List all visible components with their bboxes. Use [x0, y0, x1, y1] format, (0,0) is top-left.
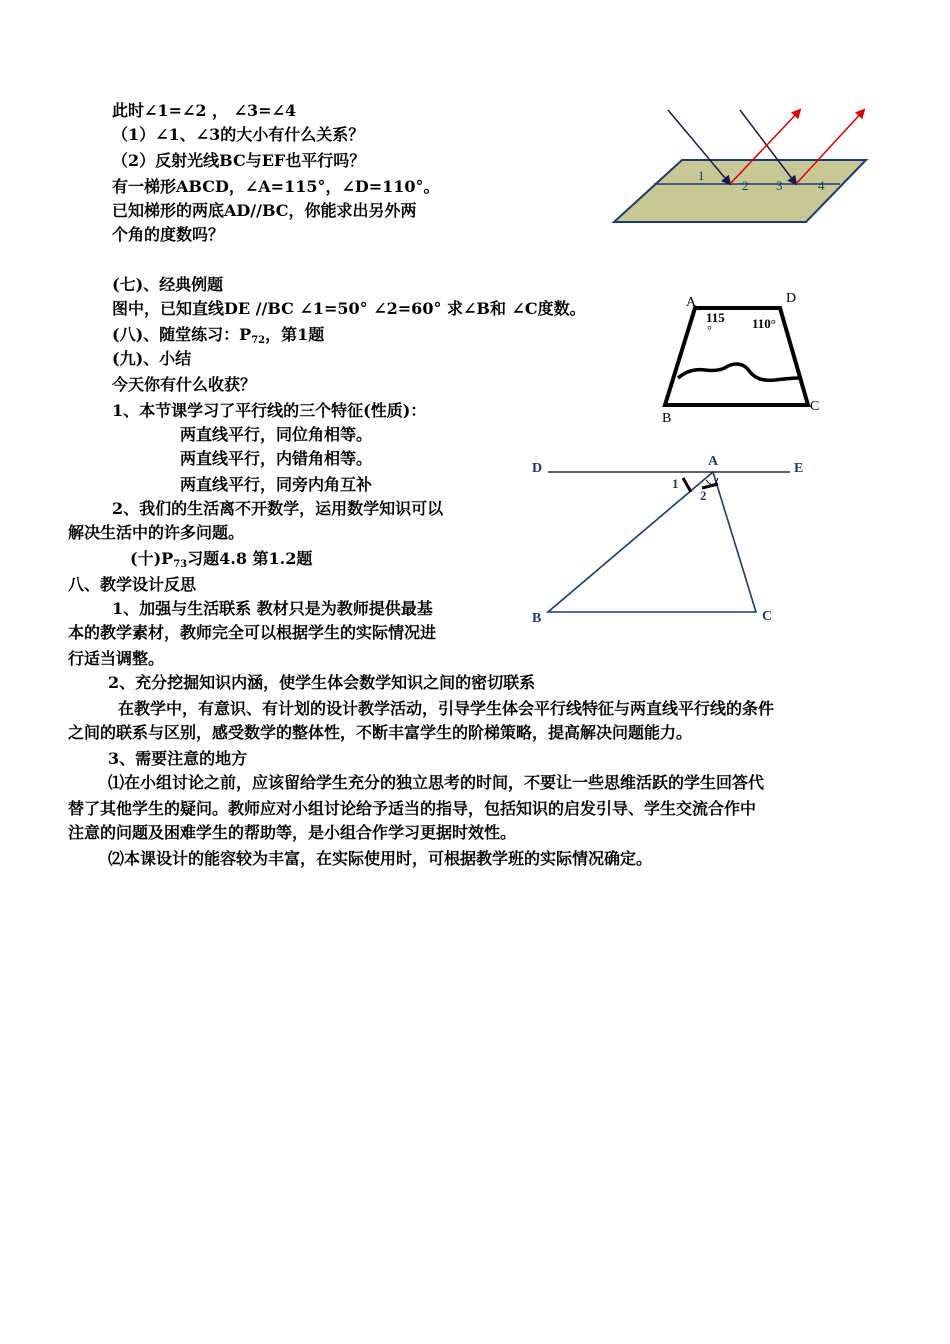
text-fragment: 习题4.8 第1.2题 [187, 549, 313, 568]
section-heading: 八、教学设计反思 [68, 575, 197, 594]
text-fragment: (八)、随堂练习：P [112, 325, 252, 344]
text-line: 注意的问题及困难学生的帮助等，是小组合作学习更据时效性。 [68, 823, 517, 842]
angle-d-value: 110° [752, 316, 776, 331]
vertex-label-d: D [786, 291, 797, 306]
text-line: 1、本节课学习了平行线的三个特征(性质)： [112, 401, 427, 420]
angle-label-3: 3 [776, 178, 783, 193]
text-line: 本的教学素材，教师完全可以根据学生的实际情况进 [68, 623, 437, 642]
section-heading: (七)、经典例题 [112, 275, 224, 294]
mirror-plane [614, 160, 866, 222]
text-line: 2、我们的生活离不开数学，运用数学知识可以 [112, 499, 444, 518]
vertex-label-b: B [662, 411, 672, 426]
point-label-a: A [708, 454, 719, 469]
torn-edge [678, 364, 800, 380]
angle-label-2: 2 [700, 488, 707, 503]
angle-1-mark [683, 478, 691, 492]
mirror-reflection-figure [610, 100, 880, 230]
section-heading [130, 548, 312, 576]
text-line: ⑵本课设计的能容较为丰富，在实际使用时，可根据教学班的实际情况确定。 [108, 849, 653, 868]
vertex-label-a: A [686, 295, 697, 310]
text-fragment: ，第1题 [265, 325, 325, 344]
text-line: 图中，已知直线DE //BC ∠1=50° ∠2=60° 求∠B和 ∠C度数。 [112, 299, 586, 318]
text-line: 有一梯形ABCD，∠A=115°，∠D=110°。 [112, 177, 440, 196]
point-label-c: C [762, 609, 773, 624]
text-line: 在教学中，有意识、有计划的设计教学活动，引导学生体会平行线特征与两直线平行线的条件 [118, 699, 775, 718]
text-line: 两直线平行，同位角相等。 [180, 425, 373, 444]
text-line: 此时∠1=∠2 ， ∠3=∠4 [112, 101, 297, 120]
angle-label-1: 1 [698, 168, 705, 183]
angle-a-degree: ° [707, 323, 712, 337]
triangle-figure [528, 450, 818, 630]
text-line: 个角的度数吗？ [112, 225, 225, 244]
point-label-e: E [794, 461, 804, 476]
section-heading: (九)、小结 [112, 349, 192, 368]
angle-label-1: 1 [672, 476, 679, 491]
text-line: 解决生活中的许多问题。 [68, 523, 245, 542]
text-line: 2、充分挖掘知识内涵，使学生体会数学知识之间的密切联系 [108, 673, 536, 692]
text-line: 替了其他学生的疑问。教师应对小组讨论给予适当的指导，包括知识的启发引导、学生交流合作中 [68, 799, 757, 818]
text-line: 两直线平行，同旁内角互补 [180, 475, 373, 494]
text-line: 3、需要注意的地方 [108, 749, 248, 768]
text-line: 1、加强与生活联系 教材只是为教师提供最基 [112, 599, 433, 618]
triangle-abc [548, 472, 756, 612]
text-line: 之间的联系与区别，感受数学的整体性，不断丰富学生的阶梯策略，提高解决问题能力。 [68, 723, 693, 742]
vertex-label-c: C [810, 399, 820, 414]
text-line: 今天你有什么收获？ [112, 375, 257, 394]
angle-a-value: 115 [706, 310, 725, 325]
angle-label-4: 4 [818, 178, 825, 193]
point-label-b: B [532, 611, 542, 626]
trapezoid-figure [650, 288, 830, 428]
text-line: （1）∠1、∠3的大小有什么关系？ [112, 125, 365, 144]
angle-label-2: 2 [742, 178, 749, 193]
page-number: 73 [173, 559, 188, 570]
page-number: 72 [251, 335, 266, 346]
text-line: 两直线平行，内错角相等。 [180, 449, 373, 468]
trapezoid-outline [665, 308, 808, 405]
text-line: 行适当调整。 [68, 649, 165, 668]
point-label-d: D [532, 461, 543, 476]
text-line: （2）反射光线BC与EF也平行吗？ [112, 151, 366, 170]
text-line: 已知梯形的两底AD//BC，你能求出另外两 [112, 201, 417, 220]
text-fragment: (十)P [130, 549, 174, 568]
text-line: ⑴在小组讨论之前，应该留给学生充分的独立思考的时间，不要让一些思维活跃的学生回答代 [108, 773, 765, 792]
